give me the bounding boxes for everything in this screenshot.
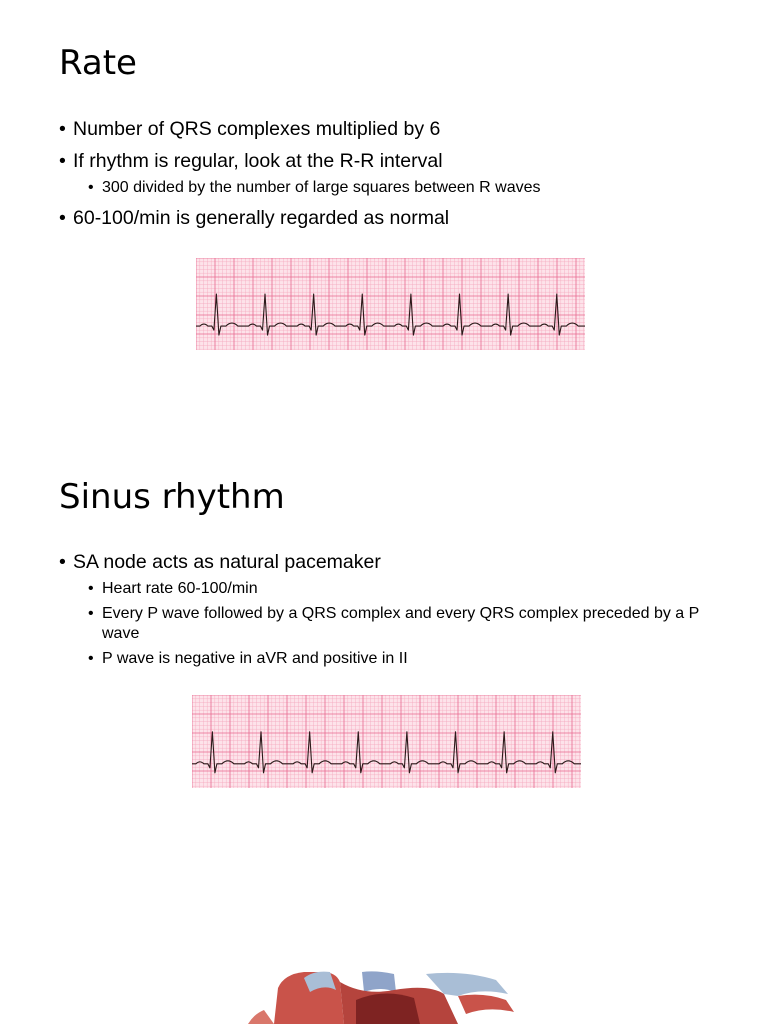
heart-outer-tissue <box>248 1010 274 1024</box>
heart-vena-cava <box>362 971 396 992</box>
heart-artery-right <box>458 995 514 1014</box>
heart-inner-chamber <box>356 993 420 1024</box>
ecg-strip-sinus <box>192 695 581 788</box>
slide-title-sinus-rhythm: Sinus rhythm <box>59 477 285 517</box>
heart-illustration <box>244 970 524 1024</box>
sub-bullet-item: • 300 divided by the number of large squares between R waves <box>88 178 713 198</box>
ecg-strip-rate <box>196 258 585 350</box>
slide-title-rate: Rate <box>59 43 137 83</box>
sub-bullet-item: • Heart rate 60-100/min <box>88 579 713 599</box>
sub-bullet-item: • P wave is negative in aVR and positive in II <box>88 649 713 669</box>
sub-bullet-item: • Every P wave followed by a QRS complex and every QRS complex preceded by a P wave <box>88 604 713 644</box>
